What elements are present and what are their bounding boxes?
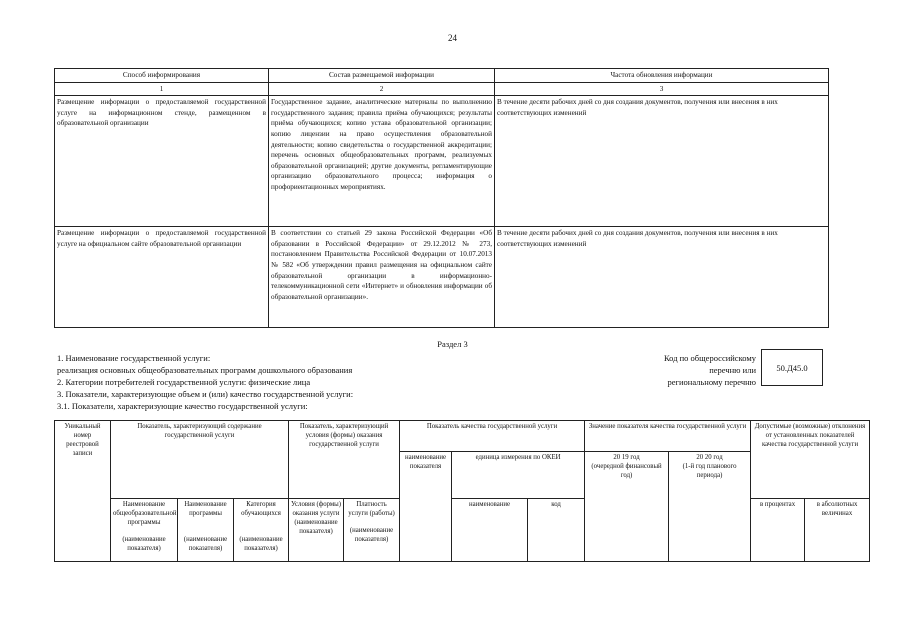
informing-method: Размещение информации о предоставляемой государственной услуге на официальном сайте образовательной организации [55, 227, 269, 328]
unique-number-header: Уникальный номер реестровой записи [55, 421, 111, 562]
information-content: В соответствии со статьей 29 закона Российской Федерации «Об образовании в Российской Федерации» от 29.12.2012 № 273, постановлением Правительства Российской Федерации от 10.07.2013 № 582 «Об утверждении правил размещения на официальном сайте образовательной организации в информационно-телекоммуникационной сети «Интернет» и обновления информации об образовательной организации». [269, 227, 495, 328]
sub-column-header: Наименование общеобразовательной программы (наименование показателя) [111, 499, 178, 562]
conditions-indicator-header: Показатель, характеризующий условия (формы) оказания государственной услуги [289, 421, 400, 499]
column-header: Состав размещаемой информации [269, 69, 495, 83]
table-header-row [55, 69, 829, 83]
content-indicator-header: Показатель, характеризующий содержание государственной услуги [111, 421, 289, 499]
quality-indicators-table [54, 420, 870, 562]
sub-column-header: Наименование программы (наименование показателя) [178, 499, 234, 562]
column-number: 2 [269, 82, 495, 96]
section-title: Раздел 3 [437, 339, 468, 349]
information-content: Государственное задание, аналитические материалы по выполнению государственного задания; правила приёма обучающихся; результаты приёма обучающихся; копию устава образовательной организации; копию лицензии на право осуществления образовательной деятельности; копию свидетельства о государственной аккредитации; перечень основных общеобразовательных программ, реализуемых образовательной организацией; другие документы, регламентирующие организацию образовательного процесса; информация о профориентационных мероприятиях. [269, 96, 495, 227]
sub-column-header: Платность услуги (работы) (наименование показателя) [344, 499, 400, 562]
consumer-category: 2. Категории потребителей государственной услуги: физические лица [57, 377, 311, 387]
year-1-header: 20 19 год (очередной финансовый год) [585, 452, 669, 562]
sub-column-header: Условия (формы) оказания услуги (наименование показателя) [289, 499, 344, 562]
column-number: 1 [55, 82, 269, 96]
quality-indicators-heading: 3.1. Показатели, характеризующие качество государственной услуги: [57, 401, 308, 411]
update-frequency: В течение десяти рабочих дней со дня создания документов, получения или внесения в них соответствующих изменений [495, 96, 829, 227]
update-frequency: В течение десяти рабочих дней со дня создания документов, получения или внесения в них соответствующих изменений [495, 227, 829, 328]
deviation-header: Допустимые (возможные) отклонения от установленных показателей качества государственной услуги [751, 421, 870, 499]
informing-table [54, 68, 829, 328]
deviation-percent-header: в процентах [751, 499, 805, 562]
unit-code-header: код [528, 499, 585, 562]
deviation-absolute-header: в абсолютных величинах [805, 499, 870, 562]
table-row [55, 96, 829, 227]
quality-indicator-header: Показатель качества государственной услуги [400, 421, 585, 452]
unit-name-header: наименование [452, 499, 528, 562]
service-name-label: 1. Наименование государственной услуги: [57, 353, 211, 363]
informing-method: Размещение информации о предоставляемой государственной услуге на информационном стенде, размещенном в образовательной организации [55, 96, 269, 227]
column-number: 3 [495, 82, 829, 96]
registry-code-label: Код по общероссийскому перечню или региональному перечню [663, 353, 756, 387]
registry-code: 50.Д45.0 [761, 349, 823, 386]
sub-column-header: Категория обучающихся (наименование показателя) [234, 499, 289, 562]
service-name: реализация основных общеобразовательных программ дошкольного образования [57, 365, 353, 375]
indicators-heading: 3. Показатели, характеризующие объем и (или) качество государственной услуги: [57, 389, 354, 399]
column-header: Способ информирования [55, 69, 269, 83]
unit-header: единица измерения по ОКЕИ [452, 452, 585, 499]
table-row [55, 227, 829, 328]
indicator-name-header: наименование показателя [400, 452, 452, 562]
year-2-header: 20 20 год (1-й год планового периода) [669, 452, 751, 562]
column-header: Частота обновления информации [495, 69, 829, 83]
column-number-row [55, 82, 829, 96]
page-number: 24 [448, 33, 457, 43]
table-header-row [55, 421, 870, 452]
indicator-values-header: Значение показателя качества государственной услуги [585, 421, 751, 452]
